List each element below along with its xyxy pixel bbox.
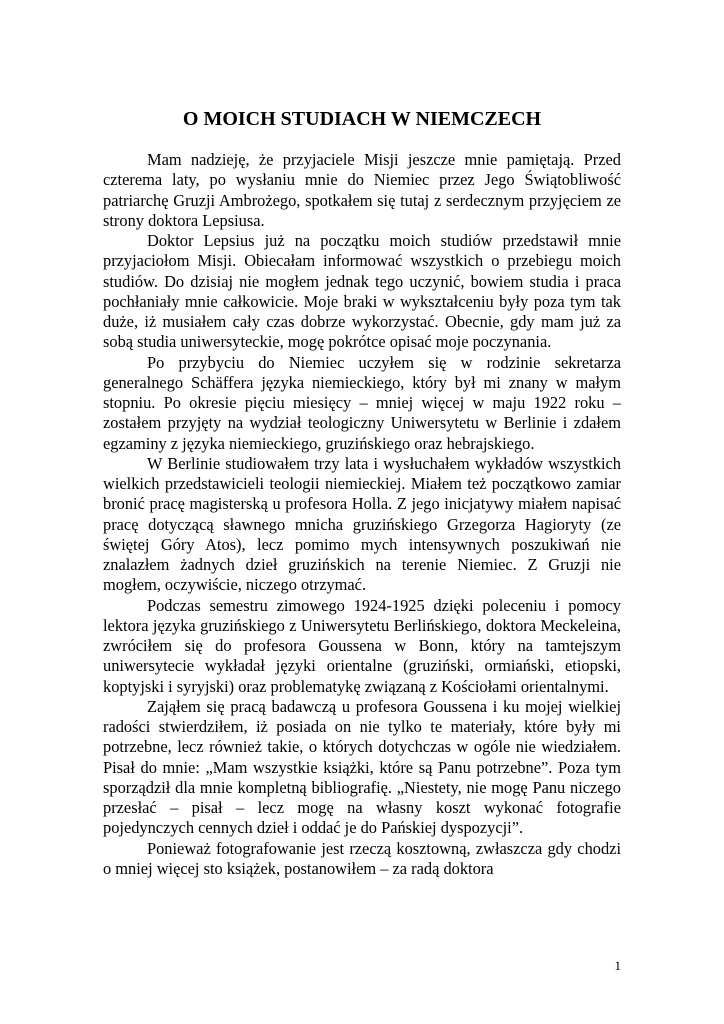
paragraph: Po przybyciu do Niemiec uczyłem się w rodzinie sekretarza generalnego Schäffera języka niemieckiego, który był mi znany w małym stopniu. Po okresie pięciu miesięcy – mniej więcej w maju 1922 roku – zostałem przyjęty na wydział teologiczny Uniwersytetu w Berlinie i zdałem egzaminy z języka niemieckiego, gruzińskiego oraz hebrajskiego. — [103, 352, 621, 453]
body-text — [103, 150, 621, 879]
page-title: O MOICH STUDIACH W NIEMCZECH — [182, 108, 542, 130]
paragraph: Ponieważ fotografowanie jest rzeczą kosztowną, zwłaszcza gdy chodzi o mniej więcej sto książek, postanowiłem – za radą doktora — [103, 838, 621, 878]
paragraph: W Berlinie studiowałem trzy lata i wysłuchałem wykładów wszystkich wielkich przedstawicieli teologii niemieckiej. Miałem też początkowo zamiar bronić pracę magisterską u profesora Holla. Z jego inicjatywy miałem napisać pracę dotyczącą sławnego mnicha gruzińskiego Grzegorza Hagioryty (ze świętej Góry Atos), lecz pomimo mych intensywnych poszukiwań nie znalazłem żadnych dzieł gruzińskich na terenie Niemiec. Z Gruzji nie mogłem, oczywiście, niczego otrzymać. — [103, 453, 621, 595]
page-number: 1 — [614, 958, 621, 973]
paragraph: Zająłem się pracą badawczą u profesora Goussena i ku mojej wielkiej radości stwierdziłem, iż posiada on nie tylko te materiały, które były mi potrzebne, lecz również takie, o których dotychczas w ogóle nie wiedziałem. Pisał do mnie: „Mam wszystkie książki, które są Panu potrzebne”. Poza tym sporządził dla mnie kompletną bibliografię. „Niestety, nie mogę Panu niczego przesłać – pisał – lecz mogę na własny koszt wykonać fotografie pojedynczych cennych dzieł i oddać je do Pańskiej dyspozycji”. — [103, 696, 621, 838]
paragraph: Podczas semestru zimowego 1924-1925 dzięki poleceniu i pomocy lektora języka gruzińskiego z Uniwersytetu Berlińskiego, doktora Meckeleina, zwróciłem się do profesora Goussena w Bonn, który na tamtejszym uniwersytecie wykładał języki orientalne (gruziński, ormiański, etiopski, koptyjski i syryjski) oraz problematykę związaną z Kościołami orientalnymi. — [103, 595, 621, 696]
paragraph: Mam nadzieję, że przyjaciele Misji jeszcze mnie pamiętają. Przed czterema laty, po wysłaniu mnie do Niemiec przez Jego Świątobliwość patriarchę Gruzji Ambrożego, spotkałem się tutaj z serdecznym przyjęciem ze strony doktora Lepsiusa. — [103, 150, 621, 230]
paragraph: Doktor Lepsius już na początku moich studiów przedstawił mnie przyjaciołom Misji. Obiecałam informować wszystkich o przebiegu moich studiów. Do dzisiaj nie mogłem jednak tego uczynić, bowiem studia i praca pochłaniały mnie całkowicie. Moje braki w wykształceniu były poza tym tak duże, iż musiałem cały czas dobrze wykorzystać. Obecnie, gdy mam już za sobą studia uniwersyteckie, mogę pokrótce opisać moje poczynania. — [103, 231, 621, 352]
